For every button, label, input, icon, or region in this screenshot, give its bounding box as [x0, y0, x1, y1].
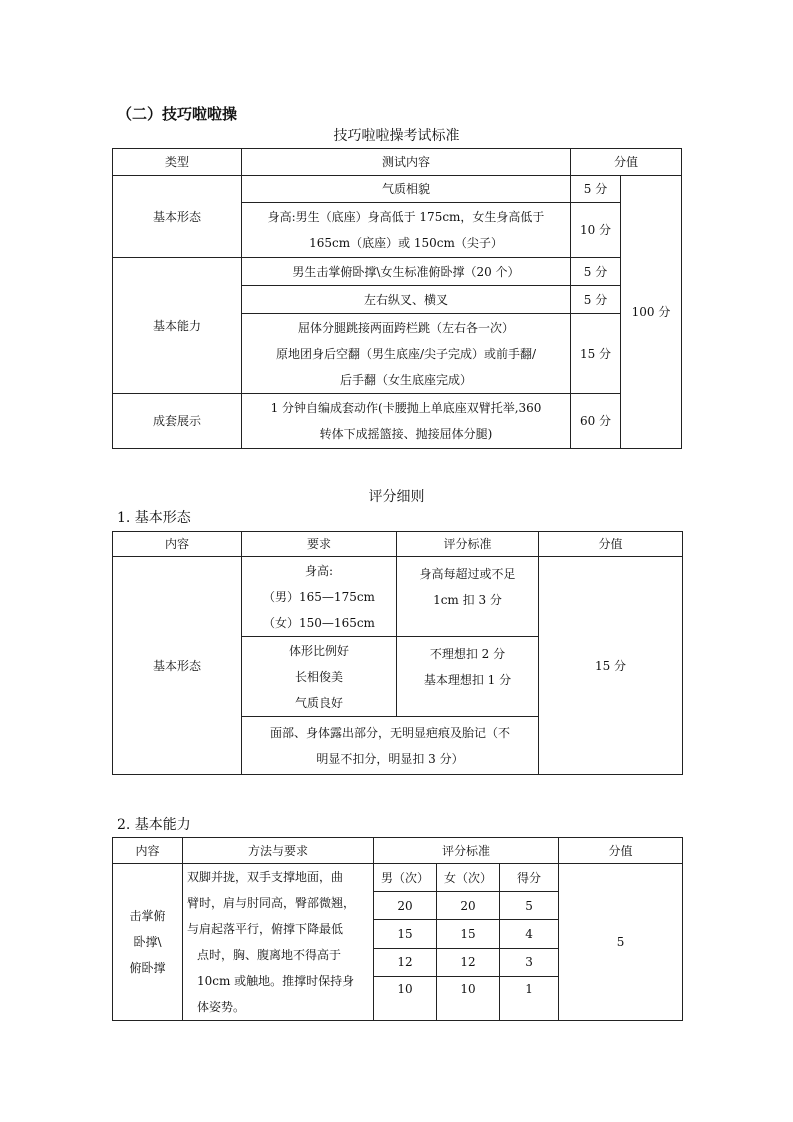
header-score: 分值 — [539, 532, 683, 557]
score-cell: 5 分 — [571, 286, 621, 314]
score-cell: 15 分 — [571, 314, 621, 394]
header-method: 方法与要求 — [183, 838, 374, 864]
requirement-cell: 身高: （男）165—175cm （女）150—165cm — [242, 557, 397, 637]
basic-ability-table — [112, 837, 683, 1021]
standard-cell: 身高每超过或不足 1cm 扣 3 分 — [397, 557, 539, 637]
total-score-cell: 100 分 — [621, 176, 682, 449]
score-cell: 5 分 — [571, 258, 621, 286]
basic-form-table — [112, 531, 683, 775]
points: 1 — [500, 976, 559, 1020]
exam-standard-table — [112, 148, 682, 449]
points: 3 — [500, 948, 559, 976]
header-requirement: 要求 — [242, 532, 397, 557]
type-cell: 基本形态 — [113, 176, 242, 258]
rules-title: 评分细则 — [368, 489, 425, 505]
subheader-male: 男（次） — [374, 864, 437, 892]
score-cell: 60 分 — [571, 394, 621, 449]
female-count: 10 — [437, 976, 500, 1020]
content-cell: 男生击掌俯卧撑\女生标准俯卧撑（20 个） — [242, 258, 571, 286]
male-count: 15 — [374, 920, 437, 948]
item-cell: 击掌俯 卧撑\ 俯卧撑 — [113, 864, 183, 1021]
header-score: 分值 — [559, 838, 683, 864]
male-count: 10 — [374, 976, 437, 1020]
female-count: 20 — [437, 892, 500, 920]
subheader-points: 得分 — [500, 864, 559, 892]
content-cell: 1 分钟自编成套动作(卡腰抛上单底座双臂托举,360 转体下成摇篮接、抛接屈体分腿) — [242, 394, 571, 449]
score-cell: 5 分 — [571, 176, 621, 203]
content-cell: 屈体分腿跳接两面跨栏跳（左右各一次） 原地团身后空翻（男生底座/尖子完成）或前手翻/ 后手翻（女生底座完成） — [242, 314, 571, 394]
category-cell: 基本形态 — [113, 557, 242, 775]
content-cell: 左右纵叉、横叉 — [242, 286, 571, 314]
header-content: 内容 — [113, 532, 242, 557]
requirement-cell: 体形比例好 长相俊美 气质良好 — [242, 637, 397, 717]
female-count: 12 — [437, 948, 500, 976]
points: 5 — [500, 892, 559, 920]
header-score: 分值 — [571, 149, 682, 176]
standard-cell: 不理想扣 2 分 基本理想扣 1 分 — [397, 637, 539, 717]
score-cell: 10 分 — [571, 203, 621, 258]
header-type: 类型 — [113, 149, 242, 176]
female-count: 15 — [437, 920, 500, 948]
table1-caption: 技巧啦啦操考试标准 — [333, 128, 460, 144]
type-cell: 基本能力 — [113, 258, 242, 394]
basic-ability-title: 2. 基本能力 — [117, 817, 191, 833]
requirement-cell: 面部、身体露出部分，无明显疤痕及胎记（不 明显不扣分，明显扣 3 分） — [242, 717, 539, 775]
type-cell: 成套展示 — [113, 394, 242, 449]
score-cell: 15 分 — [539, 557, 683, 775]
section-title: （二）技巧啦啦操 — [117, 105, 238, 123]
male-count: 20 — [374, 892, 437, 920]
basic-form-title: 1. 基本形态 — [117, 510, 191, 526]
content-cell: 身高:男生（底座）身高低于 175cm，女生身高低于 165cm（底座）或 150cm（尖子） — [242, 203, 571, 258]
value-cell: 5 — [559, 864, 683, 1021]
points: 4 — [500, 920, 559, 948]
header-standard: 评分标准 — [397, 532, 539, 557]
header-content: 测试内容 — [242, 149, 571, 176]
header-standard: 评分标准 — [374, 838, 559, 864]
male-count: 12 — [374, 948, 437, 976]
method-cell: 双脚并拢，双手支撑地面，曲 臂时，肩与肘同高，臀部微翘， 与肩起落平行，俯撑下降最低 点时，胸、腹离地不得高于 10cm 或触地。推撑时保持身 体姿势。 — [183, 864, 374, 1021]
header-content: 内容 — [113, 838, 183, 864]
subheader-female: 女（次） — [437, 864, 500, 892]
content-cell: 气质相貌 — [242, 176, 571, 203]
